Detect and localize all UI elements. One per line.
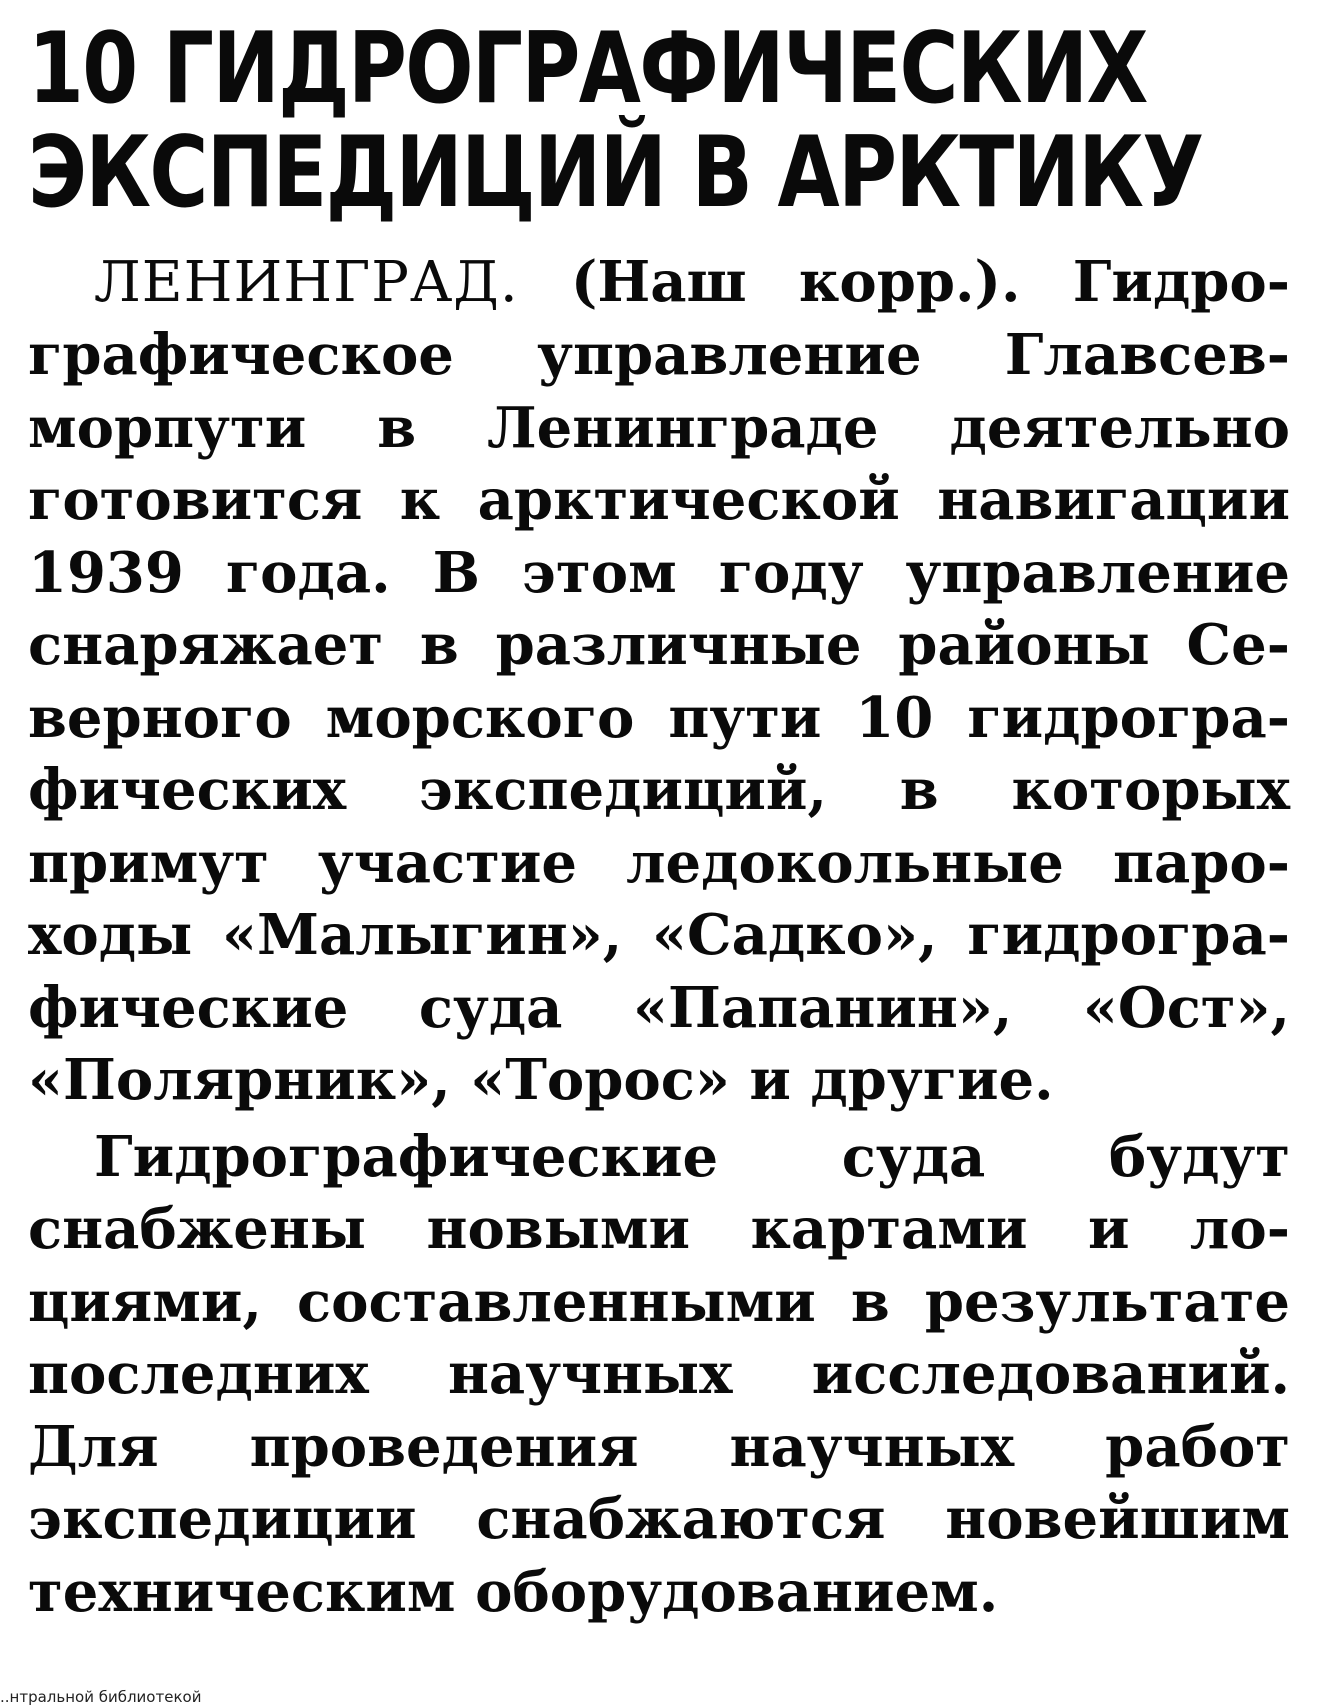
article-headline — [28, 12, 1203, 230]
headline-line-1: 10 ГИДРОГРАФИЧЕСКИХ — [28, 12, 1147, 126]
library-credit: ..нтральной библиотекой — [0, 1688, 202, 1706]
dateline: ЛЕНИНГРАД. — [94, 249, 519, 315]
headline-line-2: ЭКСПЕДИЦИЙ В АРКТИКУ — [28, 115, 1203, 230]
article-paragraph-2: Гидрографические суда будут снабжены новыми картами и лоциями, составленными в результате последних научных исследований. Для проведения научных работ экспедиции снабжаются новейшим техническим оборудованием. — [28, 1123, 1290, 1625]
article-paragraph-1 — [28, 246, 1290, 1117]
source-credit: (Наш корр.). — [570, 248, 1021, 315]
news-article — [28, 12, 1291, 1628]
paragraph-1-text: Гидрографическое управление Главсевморпути в Ленинграде деятельно готовится к арктической навигации 1939 года. В этом году управление снаряжает в различные районы Северного морского пути 10 гидрографических экспедиций, в которых примут участие ледокольные пароходы «Малыгин», «Садко», гидрографические суда «Папанин», «Ост», «Полярник», «Торос» и другие. — [28, 248, 1291, 1114]
